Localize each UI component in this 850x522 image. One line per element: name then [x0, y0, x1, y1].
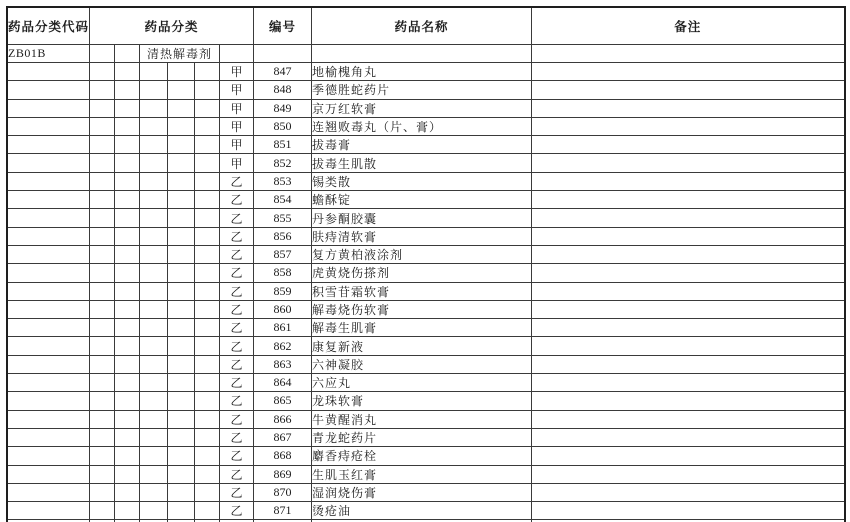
table-row [7, 63, 845, 81]
empty-cell [90, 337, 115, 355]
drug-name-cell: 肤痔清软膏 [312, 227, 532, 245]
table-row [7, 337, 845, 355]
number-cell: 864 [254, 374, 312, 392]
empty-cell [195, 465, 220, 483]
remark-cell [532, 300, 845, 318]
remark-cell [532, 447, 845, 465]
remark-cell [532, 483, 845, 501]
header-number: 编号 [254, 7, 312, 45]
empty-cell [90, 45, 115, 63]
empty-cell [140, 319, 168, 337]
empty-cell [140, 81, 168, 99]
empty-cell [115, 355, 140, 373]
empty-cell [90, 264, 115, 282]
empty-cell [168, 410, 195, 428]
empty-cell [115, 319, 140, 337]
empty-cell [168, 245, 195, 263]
number-cell: 853 [254, 172, 312, 190]
table-row [7, 264, 845, 282]
remark-cell [532, 117, 845, 135]
empty-cell [140, 502, 168, 520]
empty-cell [168, 154, 195, 172]
number-cell: 849 [254, 99, 312, 117]
drug-name-cell: 湿润烧伤膏 [312, 483, 532, 501]
remark-cell [532, 63, 845, 81]
number-cell: 862 [254, 337, 312, 355]
empty-cell [195, 99, 220, 117]
empty-cell [115, 483, 140, 501]
number-cell: 867 [254, 428, 312, 446]
empty-code-cell [7, 355, 90, 373]
tier-cell: 乙 [220, 428, 254, 446]
empty-cell [90, 319, 115, 337]
empty-cell [195, 410, 220, 428]
empty-cell [168, 300, 195, 318]
remark-cell [532, 264, 845, 282]
drug-name-cell: 连翘败毒丸（片、膏） [312, 117, 532, 135]
empty-cell [115, 45, 140, 63]
empty-cell [90, 465, 115, 483]
empty-cell [195, 191, 220, 209]
empty-cell [115, 99, 140, 117]
table-row [7, 209, 845, 227]
table-row [7, 392, 845, 410]
empty-code-cell [7, 172, 90, 190]
remark-cell [532, 154, 845, 172]
remark-cell [532, 392, 845, 410]
drug-name-cell: 青龙蛇药片 [312, 428, 532, 446]
empty-cell [168, 136, 195, 154]
tier-cell: 乙 [220, 319, 254, 337]
empty-cell [115, 191, 140, 209]
empty-cell [168, 483, 195, 501]
empty-cell [168, 355, 195, 373]
tier-cell: 乙 [220, 337, 254, 355]
empty-code-cell [7, 154, 90, 172]
empty-cell [115, 282, 140, 300]
empty-cell [90, 81, 115, 99]
empty-cell [195, 319, 220, 337]
empty-cell [140, 191, 168, 209]
empty-remark-cell [532, 45, 845, 63]
table-row [7, 172, 845, 190]
empty-cell [140, 410, 168, 428]
number-cell: 851 [254, 136, 312, 154]
empty-code-cell [7, 300, 90, 318]
empty-cell [140, 483, 168, 501]
empty-cell [140, 300, 168, 318]
empty-cell [168, 227, 195, 245]
empty-cell [195, 63, 220, 81]
number-cell: 847 [254, 63, 312, 81]
empty-cell [115, 264, 140, 282]
empty-cell [140, 117, 168, 135]
remark-cell [532, 172, 845, 190]
empty-cell [140, 282, 168, 300]
header-category: 药品分类 [90, 7, 254, 45]
empty-cell [168, 319, 195, 337]
empty-cell [195, 428, 220, 446]
empty-cell [90, 63, 115, 81]
remark-cell [532, 136, 845, 154]
tier-cell: 乙 [220, 191, 254, 209]
empty-cell [90, 117, 115, 135]
tier-cell: 甲 [220, 154, 254, 172]
empty-cell [115, 136, 140, 154]
number-cell: 852 [254, 154, 312, 172]
number-cell: 860 [254, 300, 312, 318]
empty-cell [90, 410, 115, 428]
classification-code-cell: ZB01B [7, 45, 90, 63]
empty-cell [90, 99, 115, 117]
drug-name-cell: 麝香痔疮栓 [312, 447, 532, 465]
header-row [7, 7, 845, 45]
tier-cell: 乙 [220, 172, 254, 190]
empty-cell [115, 227, 140, 245]
empty-code-cell [7, 374, 90, 392]
table-row [7, 117, 845, 135]
empty-code-cell [7, 81, 90, 99]
empty-code-cell [7, 227, 90, 245]
remark-cell [532, 245, 845, 263]
tier-cell: 乙 [220, 282, 254, 300]
empty-cell [90, 209, 115, 227]
empty-cell [115, 465, 140, 483]
empty-code-cell [7, 410, 90, 428]
drug-name-cell: 锡类散 [312, 172, 532, 190]
empty-cell [140, 154, 168, 172]
empty-cell [115, 245, 140, 263]
number-cell: 858 [254, 264, 312, 282]
empty-cell [115, 209, 140, 227]
empty-cell [140, 447, 168, 465]
remark-cell [532, 191, 845, 209]
empty-cell [195, 245, 220, 263]
empty-cell [115, 154, 140, 172]
empty-cell [195, 117, 220, 135]
empty-cell [115, 428, 140, 446]
table-row [7, 428, 845, 446]
empty-cell [168, 81, 195, 99]
tier-cell: 乙 [220, 392, 254, 410]
drug-name-cell: 丹参酮胶囊 [312, 209, 532, 227]
empty-cell [90, 227, 115, 245]
empty-name-cell [312, 45, 532, 63]
empty-code-cell [7, 63, 90, 81]
empty-cell [195, 355, 220, 373]
empty-cell [195, 154, 220, 172]
empty-code-cell [7, 465, 90, 483]
tier-cell: 乙 [220, 374, 254, 392]
empty-cell [90, 428, 115, 446]
empty-cell [195, 447, 220, 465]
empty-cell [195, 209, 220, 227]
table-row [7, 300, 845, 318]
empty-cell [90, 245, 115, 263]
number-cell: 863 [254, 355, 312, 373]
tier-cell: 乙 [220, 355, 254, 373]
empty-code-cell [7, 136, 90, 154]
empty-cell [90, 154, 115, 172]
drug-name-cell: 解毒烧伤软膏 [312, 300, 532, 318]
number-cell: 866 [254, 410, 312, 428]
empty-cell [115, 410, 140, 428]
drug-name-cell: 龙珠软膏 [312, 392, 532, 410]
empty-cell [195, 136, 220, 154]
empty-cell [90, 282, 115, 300]
empty-cell [90, 300, 115, 318]
table-row [7, 99, 845, 117]
empty-code-cell [7, 191, 90, 209]
drug-name-cell: 拔毒生肌散 [312, 154, 532, 172]
tier-cell: 乙 [220, 300, 254, 318]
empty-cell [168, 337, 195, 355]
tier-cell: 乙 [220, 264, 254, 282]
empty-cell [195, 172, 220, 190]
empty-cell [140, 337, 168, 355]
number-cell: 870 [254, 483, 312, 501]
category-row [7, 45, 845, 63]
empty-cell [168, 392, 195, 410]
empty-cell [140, 264, 168, 282]
empty-code-cell [7, 99, 90, 117]
empty-cell [90, 374, 115, 392]
tier-cell: 甲 [220, 99, 254, 117]
empty-cell [115, 502, 140, 520]
number-cell: 868 [254, 447, 312, 465]
empty-cell [140, 63, 168, 81]
tier-cell: 甲 [220, 81, 254, 99]
header-remark: 备注 [532, 7, 845, 45]
empty-cell [168, 63, 195, 81]
tier-cell: 乙 [220, 447, 254, 465]
empty-cell [195, 300, 220, 318]
empty-cell [90, 483, 115, 501]
table-row [7, 355, 845, 373]
empty-cell [140, 172, 168, 190]
empty-cell [168, 117, 195, 135]
empty-cell [168, 191, 195, 209]
empty-code-cell [7, 502, 90, 520]
remark-cell [532, 465, 845, 483]
empty-cell [140, 392, 168, 410]
remark-cell [532, 428, 845, 446]
remark-cell [532, 337, 845, 355]
number-cell: 857 [254, 245, 312, 263]
table-body [7, 45, 845, 520]
remark-cell [532, 282, 845, 300]
drug-name-cell: 复方黄柏液涂剂 [312, 245, 532, 263]
tier-cell: 乙 [220, 465, 254, 483]
tier-cell: 乙 [220, 209, 254, 227]
empty-cell [140, 209, 168, 227]
empty-cell [168, 282, 195, 300]
table-row [7, 374, 845, 392]
empty-cell [168, 172, 195, 190]
table-row [7, 81, 845, 99]
empty-code-cell [7, 392, 90, 410]
drug-name-cell: 解毒生肌膏 [312, 319, 532, 337]
table-row [7, 154, 845, 172]
tier-cell: 甲 [220, 136, 254, 154]
number-cell: 869 [254, 465, 312, 483]
remark-cell [532, 319, 845, 337]
empty-cell [195, 81, 220, 99]
drug-name-cell: 康复新液 [312, 337, 532, 355]
drug-name-cell: 牛黄醒消丸 [312, 410, 532, 428]
remark-cell [532, 374, 845, 392]
empty-cell [140, 355, 168, 373]
empty-cell [115, 374, 140, 392]
empty-code-cell [7, 264, 90, 282]
tier-cell: 乙 [220, 245, 254, 263]
remark-cell [532, 502, 845, 520]
empty-number-cell [254, 45, 312, 63]
empty-cell [90, 392, 115, 410]
tier-cell: 乙 [220, 227, 254, 245]
empty-cell [115, 447, 140, 465]
remark-cell [532, 410, 845, 428]
drug-name-cell: 京万红软膏 [312, 99, 532, 117]
empty-code-cell [7, 319, 90, 337]
empty-cell [140, 428, 168, 446]
tier-cell: 乙 [220, 410, 254, 428]
number-cell: 856 [254, 227, 312, 245]
tier-cell: 甲 [220, 117, 254, 135]
empty-code-cell [7, 447, 90, 465]
table-row [7, 502, 845, 520]
number-cell: 850 [254, 117, 312, 135]
empty-cell [195, 337, 220, 355]
table-row [7, 136, 845, 154]
empty-cell [90, 136, 115, 154]
empty-cell [168, 428, 195, 446]
table-row [7, 282, 845, 300]
empty-cell [220, 45, 254, 63]
empty-code-cell [7, 282, 90, 300]
table-row [7, 465, 845, 483]
number-cell: 865 [254, 392, 312, 410]
number-cell: 854 [254, 191, 312, 209]
tier-cell: 乙 [220, 502, 254, 520]
drug-name-cell: 蟾酥锭 [312, 191, 532, 209]
empty-cell [115, 392, 140, 410]
empty-code-cell [7, 245, 90, 263]
drug-catalog-table [6, 6, 846, 522]
empty-cell [195, 282, 220, 300]
empty-cell [195, 483, 220, 501]
empty-cell [115, 81, 140, 99]
empty-cell [115, 337, 140, 355]
empty-code-cell [7, 428, 90, 446]
empty-cell [140, 465, 168, 483]
table-row [7, 245, 845, 263]
empty-cell [168, 264, 195, 282]
number-cell: 855 [254, 209, 312, 227]
empty-cell [140, 245, 168, 263]
empty-cell [168, 374, 195, 392]
drug-name-cell: 拔毒膏 [312, 136, 532, 154]
empty-cell [115, 117, 140, 135]
number-cell: 848 [254, 81, 312, 99]
empty-cell [195, 227, 220, 245]
empty-cell [195, 502, 220, 520]
drug-name-cell: 生肌玉红膏 [312, 465, 532, 483]
empty-cell [195, 392, 220, 410]
empty-cell [115, 300, 140, 318]
empty-cell [195, 374, 220, 392]
empty-cell [140, 227, 168, 245]
empty-cell [115, 172, 140, 190]
header-name: 药品名称 [312, 7, 532, 45]
empty-cell [168, 99, 195, 117]
header-code: 药品分类代码 [7, 7, 90, 45]
empty-code-cell [7, 117, 90, 135]
empty-cell [90, 172, 115, 190]
drug-name-cell: 积雪苷霜软膏 [312, 282, 532, 300]
empty-cell [90, 447, 115, 465]
drug-name-cell: 虎黄烧伤搽剂 [312, 264, 532, 282]
number-cell: 859 [254, 282, 312, 300]
table-row [7, 447, 845, 465]
remark-cell [532, 99, 845, 117]
empty-cell [90, 355, 115, 373]
table-row [7, 410, 845, 428]
drug-name-cell: 六神凝胶 [312, 355, 532, 373]
classification-name-cell: 清热解毒剂 [140, 45, 220, 63]
tier-cell: 甲 [220, 63, 254, 81]
tier-cell: 乙 [220, 483, 254, 501]
empty-code-cell [7, 209, 90, 227]
empty-cell [140, 136, 168, 154]
number-cell: 871 [254, 502, 312, 520]
drug-name-cell: 地榆槐角丸 [312, 63, 532, 81]
drug-name-cell: 六应丸 [312, 374, 532, 392]
empty-cell [168, 465, 195, 483]
table-row [7, 191, 845, 209]
empty-cell [115, 63, 140, 81]
remark-cell [532, 355, 845, 373]
empty-cell [90, 502, 115, 520]
empty-cell [168, 209, 195, 227]
empty-cell [90, 191, 115, 209]
drug-name-cell: 季德胜蛇药片 [312, 81, 532, 99]
empty-code-cell [7, 337, 90, 355]
empty-cell [168, 502, 195, 520]
empty-cell [140, 374, 168, 392]
remark-cell [532, 209, 845, 227]
empty-code-cell [7, 483, 90, 501]
drug-name-cell: 烫疮油 [312, 502, 532, 520]
remark-cell [532, 227, 845, 245]
empty-cell [195, 264, 220, 282]
number-cell: 861 [254, 319, 312, 337]
remark-cell [532, 81, 845, 99]
table-row [7, 319, 845, 337]
empty-cell [168, 447, 195, 465]
table-row [7, 227, 845, 245]
table-row-highlighted [7, 483, 845, 501]
empty-cell [140, 99, 168, 117]
